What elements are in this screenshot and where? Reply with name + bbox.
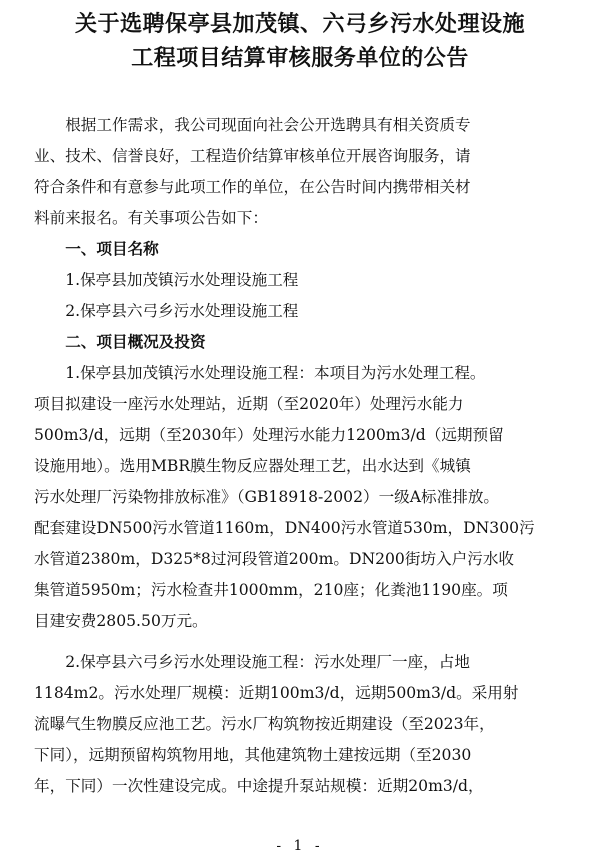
paragraph-line: 项目拟建设一座污水处理站，近期（至2020年）处理污水能力 — [34, 395, 464, 413]
paragraph-line: 1184m2。污水处理厂规模：近期100m3/d，远期500m3/d。采用射 — [34, 684, 519, 702]
paragraph-line: 目建安费2805.50万元。 — [34, 612, 208, 630]
section-heading-project-name: 一、项目名称 — [34, 240, 159, 258]
paragraph-line: 符合条件和有意参与此项工作的单位，在公告时间内携带相关材 — [34, 178, 471, 196]
paragraph-line: 污水处理厂污染物排放标准》（GB18918-2002）一级A标准排放。 — [34, 488, 500, 506]
paragraph-line: 1.保亭县加茂镇污水处理设施工程：本项目为污水处理工程。 — [34, 364, 486, 382]
paragraph-line: 料前来报名。有关事项公告如下： — [34, 209, 268, 227]
list-item: 2.保亭县六弓乡污水处理设施工程 — [34, 302, 299, 320]
paragraph-line: 水管道2380m，D325*8过河段管道200m。DN200街坊入户污水收 — [34, 550, 515, 568]
paragraph-line: 下同），远期预留构筑物用地，其他建筑物土建按远期（至2030 — [34, 746, 472, 764]
paragraph-line: 年，下同）一次性建设完成。中途提升泵站规模：近期20m3/d， — [34, 777, 484, 795]
paragraph-line: 集管道5950m；污水检查井1000mm，210座；化粪池1190座。项 — [34, 581, 508, 599]
paragraph-line: 流曝气生物膜反应池工艺。污水厂构筑物按近期建设（至2023年， — [34, 715, 495, 733]
paragraph-line: 500m3/d，远期（至2030年）处理污水能力1200m3/d（远期预留 — [34, 426, 504, 444]
list-item: 1.保亭县加茂镇污水处理设施工程 — [34, 271, 299, 289]
paragraph-line: 设施用地）。选用MBR膜生物反应器处理工艺，出水达到《城镇 — [34, 457, 471, 475]
title-line-1: 关于选聘保亭县加茂镇、六弓乡污水处理设施 — [74, 12, 525, 37]
paragraph-line: 根据工作需求，我公司现面向社会公开选聘具有相关资质专 — [34, 116, 471, 134]
paragraph-line: 2.保亭县六弓乡污水处理设施工程：污水处理厂一座，占地 — [34, 653, 470, 671]
section-heading-overview: 二、项目概况及投资 — [34, 333, 206, 351]
paragraph-line: 配套建设DN500污水管道1160m，DN400污水管道530m，DN300污 — [34, 519, 535, 537]
document-body — [34, 110, 570, 802]
title-line-2: 工程项目结算审核服务单位的公告 — [131, 46, 469, 71]
paragraph-line: 业、技术、信誉良好，工程造价结算审核单位开展咨询服务，请 — [34, 147, 471, 165]
page-number: - 1 - — [276, 838, 324, 854]
document-title — [0, 8, 600, 76]
